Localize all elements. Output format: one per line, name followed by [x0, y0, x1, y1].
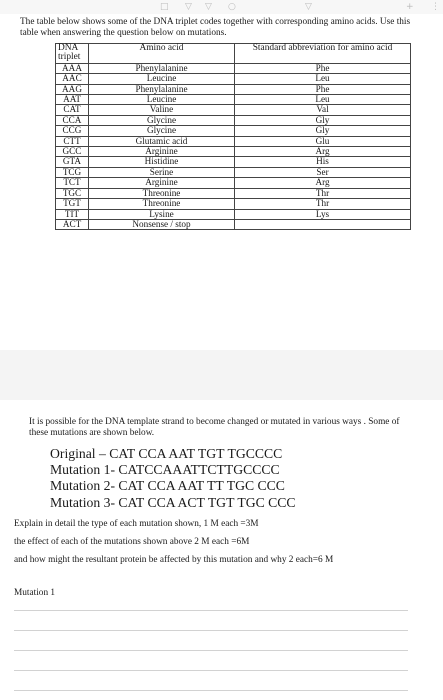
table-row	[56, 105, 411, 115]
cell-dna-triplet: AAG	[56, 84, 89, 94]
cell-dna-triplet: AAC	[56, 74, 89, 84]
table-row	[56, 157, 411, 167]
cell-dna-triplet: GTA	[56, 157, 89, 167]
instructions	[14, 519, 424, 572]
eraser-icon[interactable]: ○	[228, 2, 236, 12]
cell-abbreviation: Val	[235, 105, 411, 115]
table-row	[56, 136, 411, 146]
cell-amino-acid: Leucine	[89, 74, 235, 84]
add-icon[interactable]: +	[406, 2, 414, 12]
sequence-list	[50, 446, 296, 511]
shape-icon[interactable]: ▽	[205, 2, 212, 12]
cell-amino-acid: Histidine	[89, 157, 235, 167]
cell-abbreviation	[235, 219, 411, 229]
cell-dna-triplet: AAA	[56, 63, 89, 73]
cell-amino-acid: Glycine	[89, 115, 235, 125]
cell-amino-acid: Arginine	[89, 147, 235, 157]
table-row	[56, 167, 411, 177]
header-abbreviation: Standard abbreviation for amino acid	[235, 44, 411, 64]
cell-abbreviation: Gly	[235, 126, 411, 136]
dna-codon-table	[55, 43, 411, 230]
sequence-mutation-1: Mutation 1- CATCCAAATTCTTGCCCC	[50, 462, 280, 478]
table-row	[56, 147, 411, 157]
cell-amino-acid: Glycine	[89, 126, 235, 136]
table-row	[56, 219, 411, 229]
cell-dna-triplet: TGC	[56, 188, 89, 198]
cell-dna-triplet: AAT	[56, 95, 89, 105]
instruction-effect: the effect of each of the mutations shown above 2 M each =6M	[14, 536, 250, 547]
answer-label: Mutation 1	[14, 588, 56, 598]
table-row	[56, 178, 411, 188]
header-amino-acid: Amino acid	[89, 44, 235, 64]
instruction-protein: and how might the resultant protein be affected by this mutation and why 2 each=6 M	[14, 554, 334, 565]
cell-dna-triplet: CCG	[56, 126, 89, 136]
cell-abbreviation: Arg	[235, 147, 411, 157]
answer-line[interactable]	[14, 610, 408, 611]
cell-abbreviation: Arg	[235, 178, 411, 188]
intro-text: The table below shows some of the DNA triplet codes together with corresponding amino acids. Use this table when answering the question below on mutations.	[20, 17, 411, 38]
crop-icon[interactable]: □	[160, 2, 169, 12]
table-row	[56, 126, 411, 136]
cell-abbreviation: Phe	[235, 84, 411, 94]
table-row	[56, 209, 411, 219]
more-icon[interactable]: ⋮	[431, 2, 440, 12]
cell-amino-acid: Glutamic acid	[89, 136, 235, 146]
cell-abbreviation: His	[235, 157, 411, 167]
cell-amino-acid: Arginine	[89, 178, 235, 188]
page-divider	[0, 350, 443, 400]
sequence-mutation-2: Mutation 2- CAT CCA AAT TT TGC CCC	[50, 478, 285, 494]
cell-abbreviation: Thr	[235, 199, 411, 209]
cell-abbreviation: Phe	[235, 63, 411, 73]
table-row	[56, 63, 411, 73]
cell-amino-acid: Nonsense / stop	[89, 219, 235, 229]
cell-amino-acid: Leucine	[89, 95, 235, 105]
cell-dna-triplet: TGT	[56, 199, 89, 209]
cell-dna-triplet: TIT	[56, 209, 89, 219]
cell-amino-acid: Valine	[89, 105, 235, 115]
answer-line[interactable]	[14, 630, 408, 631]
cell-abbreviation: Thr	[235, 188, 411, 198]
cell-dna-triplet: CCA	[56, 115, 89, 125]
table-row	[56, 74, 411, 84]
cell-dna-triplet: CTT	[56, 136, 89, 146]
cell-abbreviation: Lys	[235, 209, 411, 219]
sequence-original: Original – CAT CCA AAT TGT TGCCCC	[50, 446, 283, 461]
table-row	[56, 188, 411, 198]
cell-dna-triplet: TCT	[56, 178, 89, 188]
answer-line[interactable]	[14, 690, 408, 691]
cell-amino-acid: Threonine	[89, 199, 235, 209]
cell-abbreviation: Leu	[235, 95, 411, 105]
cell-amino-acid: Lysine	[89, 209, 235, 219]
table-row	[56, 199, 411, 209]
cell-dna-triplet: ACT	[56, 219, 89, 229]
table-row	[56, 115, 411, 125]
cell-abbreviation: Gly	[235, 115, 411, 125]
instruction-type: Explain in detail the type of each mutation shown, 1 M each =3M	[14, 519, 259, 529]
cell-amino-acid: Phenylalanine	[89, 63, 235, 73]
cell-amino-acid: Threonine	[89, 188, 235, 198]
sequence-mutation-3: Mutation 3- CAT CCA ACT TGT TGC CCC	[50, 494, 296, 510]
table-row	[56, 84, 411, 94]
cell-dna-triplet: TCG	[56, 167, 89, 177]
cell-amino-acid: Phenylalanine	[89, 84, 235, 94]
question-text: It is possible for the DNA template strand to become changed or mutated in various ways . Some of these mutations are shown below.	[29, 417, 400, 438]
cell-amino-acid: Serine	[89, 167, 235, 177]
answer-line[interactable]	[14, 650, 408, 651]
cell-abbreviation: Ser	[235, 167, 411, 177]
table-row	[56, 95, 411, 105]
cell-dna-triplet: GCC	[56, 147, 89, 157]
header-dna-triplet: DNA triplet	[56, 44, 89, 64]
pin-icon[interactable]: ▽	[305, 2, 312, 12]
top-toolbar	[0, 0, 443, 14]
cell-dna-triplet: CAT	[56, 105, 89, 115]
cell-abbreviation: Glu	[235, 136, 411, 146]
cell-abbreviation: Leu	[235, 74, 411, 84]
answer-line[interactable]	[14, 670, 408, 671]
table-header-row	[56, 44, 411, 64]
draw-icon[interactable]: ▽	[185, 2, 192, 12]
